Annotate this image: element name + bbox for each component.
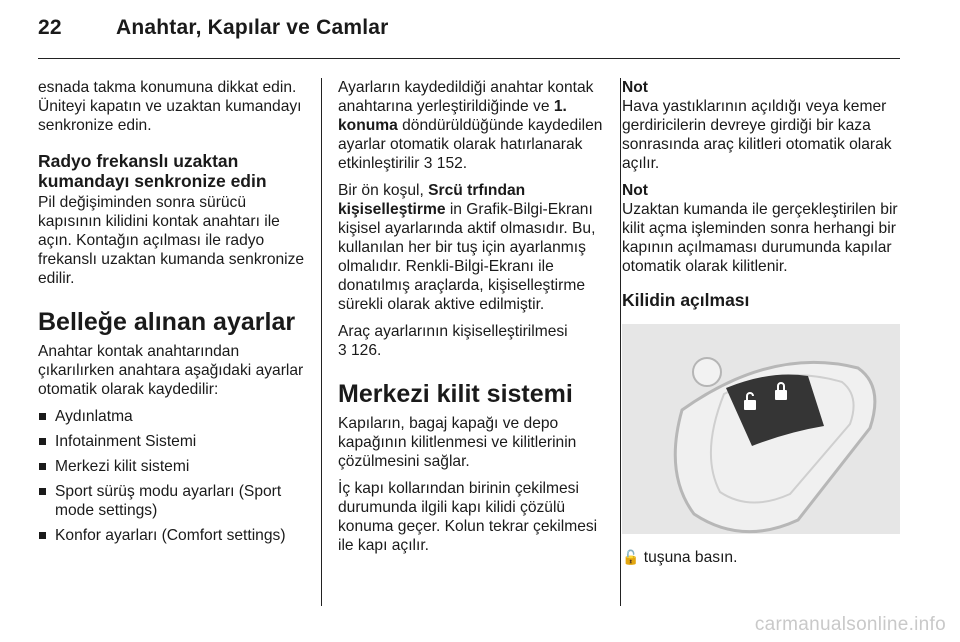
caption [622,548,902,567]
page-number: 22 [38,16,62,39]
paragraph: esnada takma konumuna dikkat edin. Üniteyi kapatın ve uzaktan kumandayı senkronize edin. [38,79,302,134]
list-item [38,407,310,426]
column-2 [338,78,606,563]
text: in Grafik-Bilgi-Ekranı kişisel ayarlarında aktif olmasıdır. Bu, kullanılan her bir tuş için ayarlanmış olmalıdır. Renkli-Bilgi-Ekranı ile donatılmış araçlarda, kişiselleştirme sürekli olarak aktive edilmiştir. [338,201,596,313]
page-title: Anahtar, Kapılar ve Camlar [116,16,389,39]
bullet-icon [39,438,46,445]
note-label: Not [622,79,648,96]
column-divider-1 [321,78,322,606]
header-rule [38,58,900,59]
list-item-text: Sport sürüş modu ayarları (Sport mode settings) [55,483,282,519]
text: döndürüldüğünde kaydedilen ayarlar otomatik olarak hatırlanarak etkinleştirilir [338,117,603,172]
paragraph [338,322,606,360]
bold-term: 1. konuma [338,98,567,134]
paragraph: Pil değişiminden sonra sürücü kapısının kilidini kontak anahtarı ile açın. Kontağın açılması ile radyo frekanslı uzaktan kumanda senkronize edilir. [38,194,305,287]
bullet-icon [39,463,46,470]
text: Ayarların kaydedildiği anahtar kontak anahtarına yerleştirildiğinde ve [338,79,594,115]
memory-settings-list [38,407,310,545]
column-1 [38,78,310,551]
heading-memory-settings: Belleğe alınan ayarlar [38,308,296,336]
page-reference[interactable]: 3 152. [423,155,468,172]
column-3 [622,78,902,575]
paragraph [338,78,606,173]
list-item-text: Aydınlatma [55,408,133,425]
unlock-icon: 🔓 [622,549,640,565]
list-item [38,526,310,545]
key-fob-icon [622,324,900,534]
text: Bir ön koşul, [338,182,429,199]
note-label: Not [622,182,648,199]
list-item [38,432,310,451]
caption-text: tuşuna basın. [643,549,738,566]
list-item [38,482,310,520]
note-2 [622,181,902,276]
heading-unlocking: Kilidin açılması [622,290,750,310]
list-item-text: Merkezi kilit sistemi [55,458,190,475]
bullet-icon [39,532,46,539]
paragraph: Anahtar kontak anahtarından çıkarılırken anahtara aşağıdaki ayarlar otomatik olarak kaydedilir: [38,343,304,398]
column-divider-2 [620,78,621,606]
bold-term: Srcü trfından kişiselleştirme [338,182,526,218]
page-header [38,16,388,40]
paragraph: Kapıların, bagaj kapağı ve depo kapağının kilitlenmesi ve kilitlerinin çözülmesini sağlar. [338,415,577,470]
note-1 [622,78,902,173]
bullet-icon [39,488,46,495]
paragraph [338,181,606,314]
list-item-text: Infotainment Sistemi [55,433,197,450]
text: Araç ayarlarının kişiselleştirilmesi [338,323,568,340]
list-item [38,457,310,476]
watermark: carmanualsonline.info [754,614,946,635]
list-item-text: Konfor ayarları (Comfort settings) [55,527,286,544]
key-fob-illustration [622,324,900,534]
note-text: Uzaktan kumanda ile gerçekleştirilen bir kilit açma işleminden sonra herhangi bir kapının açılmaması durumunda kapılar otomatik olarak kilitlenir. [622,201,898,275]
page-reference[interactable]: 3 126. [338,342,382,359]
heading-central-locking: Merkezi kilit sistemi [338,380,573,408]
heading-radio-sync: Radyo frekanslı uzaktan kumandayı senkronize edin [38,151,267,191]
paragraph: İç kapı kollarından birinin çekilmesi durumunda ilgili kapı kilidi çözülü konuma geçer. Kolun tekrar çekilmesi ile kapı açılır. [338,480,598,554]
note-text: Hava yastıklarının açıldığı veya kemer gerdiricilerin devreye girdiği bir kaza sonrasında araç kilitleri otomatik olarak açılır. [622,98,892,172]
bullet-icon [39,413,46,420]
